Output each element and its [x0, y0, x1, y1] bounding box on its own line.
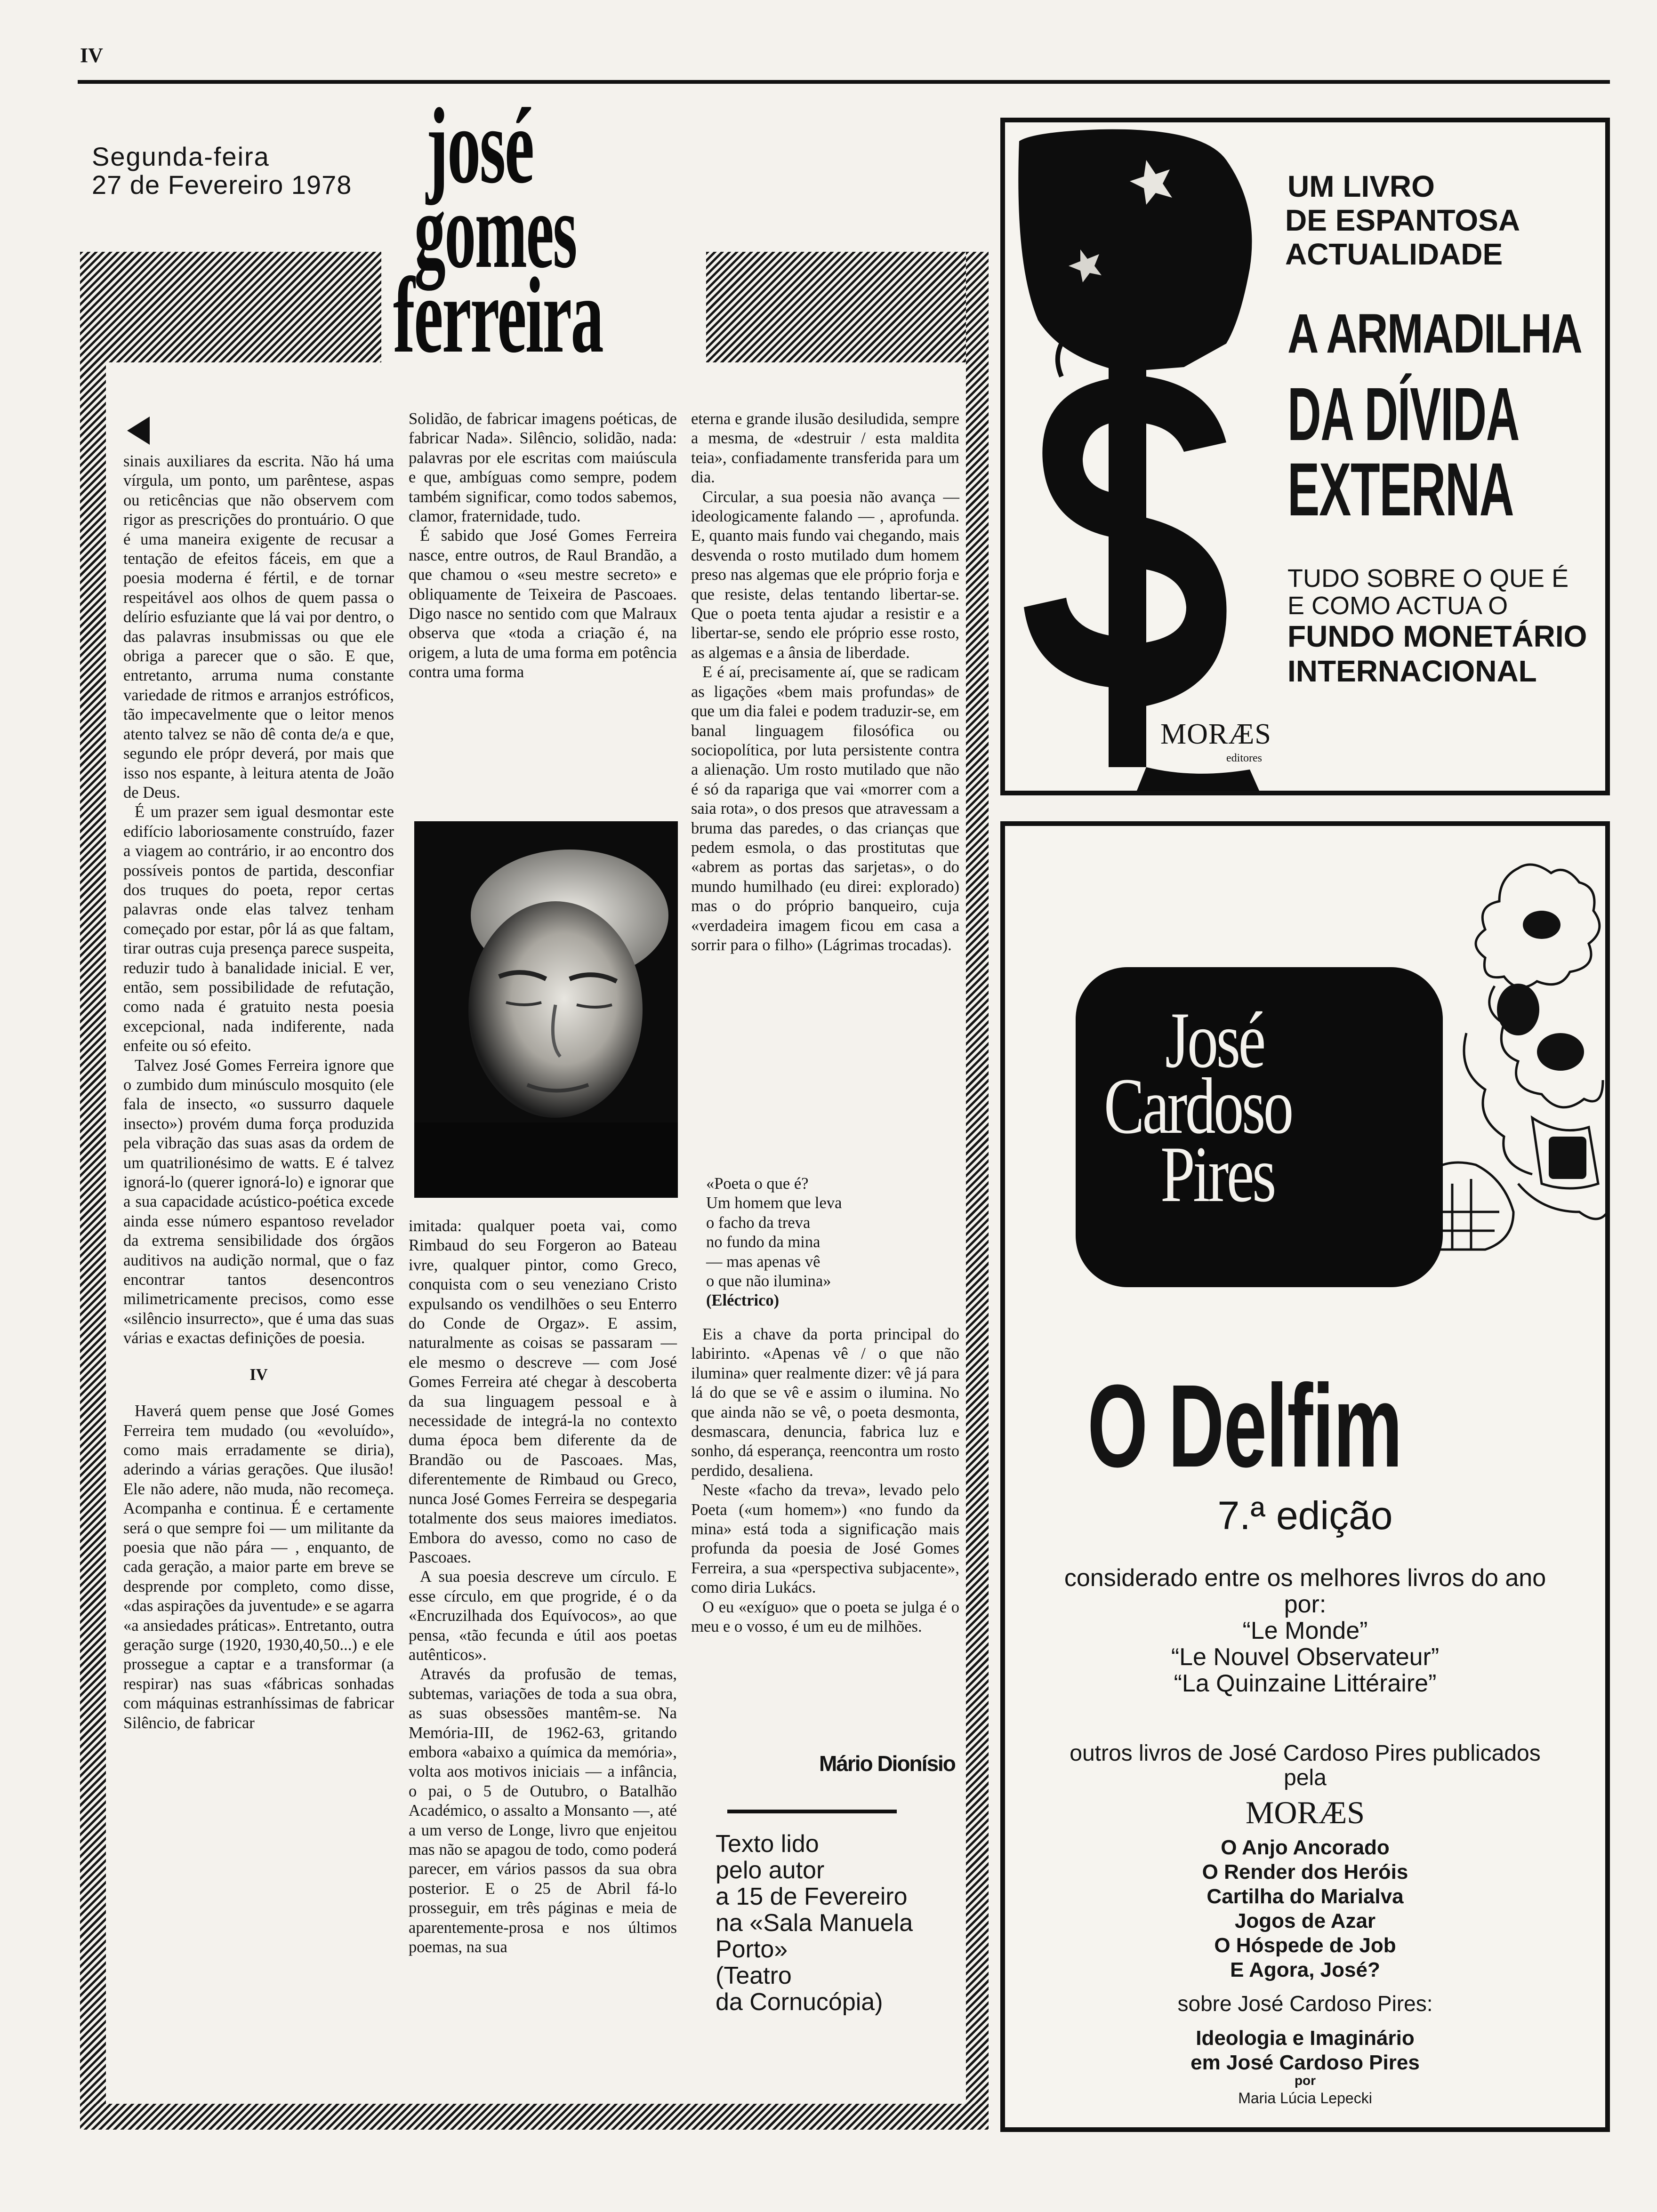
article-paragraph: imitada: qualquer poeta vai, como Rimbaud do seu Forgeron ao Bateau ivre, qualquer pintor, como Greco, conquista com o seu veneziano Cristo expulsando os vendilhões o seu Enterro do Conde de Orgaz». E assim, naturalmente as coisas se passaram — ele mesmo o descreve — com José Gomes Ferreira até chegar à descoberta da sua linguagem pessoal e à necessidade de integrá-la no contexto duma época bem diferente da de Brandão ou de Pascoaes. Mas, diferentemente de Rimbaud ou Greco, nunca José Gomes Ferreira se despegaria totalmente dos seus maiores imediatos. Embora do avesso, como no caso de Pascoaes.: [409, 1217, 677, 1566]
others-line: outros livros de José Cardoso Pires publicados: [1070, 1741, 1541, 1766]
poem-line: — mas apenas vê: [706, 1252, 820, 1271]
top-rule: [78, 80, 1610, 84]
poem-line: o que não ilumina»: [706, 1272, 831, 1290]
poem-line: «Poeta o que é?: [706, 1175, 809, 1193]
article-paragraph: Talvez José Gomes Ferreira ignore que o zumbido dum minúsculo mosquito (ele fala de insecto, «o sussurro daquele insecto») provém duma força produzida pela vibração das suas asas da ordem de um quatrilionésimo de watts. E é talvez ignorá-lo (querer ignorá-lo) e ignorar que a sua capacidade acústico-poética excede ainda esse número espantoso revelador da extrema sensibilidade dos órgãos auditivos na audição normal, que o faz encontrar tantos desencontros milimetricamente precisos, como esse «silêncio insurrecto», que é uma das suas várias e exactas definições de poesia.: [123, 1056, 394, 1347]
book-list-item: Cartilha do Marialva: [1207, 1885, 1404, 1908]
book-list-item: E Agora, José?: [1230, 1958, 1380, 1981]
reading-note-line: da Cornucópia): [716, 1988, 883, 2016]
article-column-2-bottom: [409, 1217, 677, 2101]
continuation-arrow-icon: [127, 417, 150, 445]
article-paragraph: O eu «exíguo» que o poeta se julga é o meu e o vosso, é um eu de milhões.: [691, 1598, 959, 1636]
article-paragraph: Neste «facho da treva», levado pelo Poeta («um homem») «no fundo da mina» está toda a significação mais profunda da poesia de José Gomes Ferreira, a sua «perspectiva subjacente», como diria Lukács.: [691, 1481, 959, 1597]
article-title-line-3: ferreira: [393, 255, 603, 375]
article-title-line-1: josé: [426, 86, 533, 206]
article-column-2-top: [409, 409, 677, 805]
ad-title-line-3: EXTERNA: [1287, 447, 1514, 531]
frame-top-left: [80, 252, 381, 362]
ad-fund-line: FUNDO MONETÁRIO: [1287, 619, 1587, 653]
reading-note-line: pelo autor: [716, 1857, 825, 1884]
article-column-3-bottom: [691, 1325, 959, 1725]
frame-bottom: [80, 2104, 989, 2130]
ad-kicker-line: UM LIVRO: [1287, 169, 1435, 203]
others-line: pela: [1284, 1765, 1327, 1790]
publisher-logo: MORÆS: [1245, 1795, 1365, 1830]
author-name-line-3: Pires: [1160, 1130, 1274, 1218]
article-paragraph: Solidão, de fabricar imagens poéticas, de fabricar Nada». Silêncio, solidão, nada: palavras por ele escritas com maiúscula e que, ambíguas como sempre, podem também significar, como todos sabemos, clamor, fraternidade, tudo.: [409, 410, 677, 526]
article-paragraph: É sabido que José Gomes Ferreira nasce, entre outros, de Raul Brandão, a que chamou o «seu mestre secreto» e obliquamente de Teixeira de Pascoaes. Digo nasce no sentido com que Malraux observa que «toda a criação é, na origem, a luta de uma forma em potência contra uma forma: [409, 527, 677, 681]
study-by: por: [1294, 2073, 1316, 2088]
advert-o-delfim[interactable]: [1000, 821, 1610, 2132]
book-list-item: Jogos de Azar: [1234, 1909, 1376, 1932]
article-title-line-2: gomes: [414, 170, 577, 290]
note-divider: [727, 1810, 897, 1813]
issue-date: 27 de Fevereiro 1978: [92, 170, 352, 200]
article-paragraph: Eis a chave da porta principal do labirinto. «Apenas vê / o que não ilumina» quer realmente dizer: vê já para lá do que se vê e assim o ilumina. No que ainda não se vê, o poeta desmonta, desmascara, denuncia, fabrica luz e sonho, dá esperança, reencontra um rosto perdido, desaliena.: [691, 1325, 959, 1480]
study-title-line: Ideologia e Imaginário: [1196, 2027, 1415, 2050]
press-name: “Le Monde”: [1242, 1617, 1368, 1644]
frame-right: [966, 252, 989, 2130]
publisher-logo: MORÆS: [1160, 718, 1271, 750]
ad-fund-line: INTERNACIONAL: [1287, 654, 1537, 688]
publisher-sub: editores: [1226, 752, 1262, 764]
book-list-item: O Anjo Ancorado: [1221, 1836, 1390, 1859]
ad-kicker-line: ACTUALIDADE: [1285, 237, 1503, 271]
book-title: O Delfim: [1087, 1360, 1402, 1491]
reading-note-line: Texto lido: [716, 1830, 819, 1858]
article-paragraph: Circular, a sua poesia não avança — ideologicamente falando — , aprofunda. E, quanto mais fundo vai chegando, mais desvenda o rosto mutilado dum homem preso nas algemas que ele próprio forja e que resiste, delas tentando libertar-se. Que o poeta tenta ajudar a resistir e a libertar-se, sendo ele próprio esse rosto, as algemas e a ânsia de liberdade.: [691, 488, 959, 662]
about-label: sobre José Cardoso Pires:: [1177, 1991, 1433, 2016]
ad-sub-line: TUDO SOBRE O QUE É: [1287, 564, 1569, 593]
advert-debt-trap[interactable]: [1000, 118, 1610, 795]
ad-kicker-line: DE ESPANTOSA: [1285, 203, 1520, 237]
article-column-1: [123, 452, 394, 1732]
reading-note-line: Porto»: [716, 1936, 788, 1963]
article-column-3-top: [691, 409, 959, 1162]
article-paragraph: E é aí, precisamente aí, que se radicam as ligações «bem mais profundas» de que um dia falei e podem traduzir-se, em banal linguagem filosófica ou sociopolítica, por luta persistente contra a alienação. Um rosto mutilado que não é só da rapariga que vai «morrer com a saia rota», o dos presos que atravessam a bruma das paredes, o das crianças que pedem esmola, o das prostitutas que «abrem as portas das sarjetas», o do mundo humilhado (eu direi: explorado) mas o do próprio banqueiro, cuja «verdadeira imagem ficou em casa a sorrir para o filho» (Lágrimas trocadas).: [691, 663, 959, 954]
reading-note-line: (Teatro: [716, 1962, 792, 1989]
reading-note-line: na «Sala Manuela: [716, 1909, 913, 1937]
ad-title-line-2: DA DÍVIDA: [1287, 372, 1520, 456]
praise-line: por:: [1284, 1591, 1327, 1618]
poem-line: o facho da treva: [706, 1213, 811, 1232]
article-paragraph: eterna e grande ilusão desiludida, sempre a mesma, de «destruir / esta maldita teia», confiadamente transferida para um dia.: [691, 410, 959, 487]
author-name-line-2: Cardoso: [1104, 1062, 1292, 1150]
article-paragraph: A sua poesia descreve um círculo. E esse círculo, em que progride, é o da «Encruzilhada dos Equívocos», ao que pensa, «tão fecunda e útil aos poetas autênticos».: [409, 1568, 677, 1664]
study-author: Maria Lúcia Lepecki: [1238, 2090, 1372, 2107]
poem-line: Um homem que leva: [706, 1194, 842, 1212]
article-paragraph: Haverá quem pense que José Gomes Ferreira tem mudado (ou «evoluído», como mais erradamente se diria), aderindo a várias gerações. Que ilusão! Ele não adere, não muda, não recomeça. Acompanha e continua. É e certamente será o que sempre foi — um militante da poesia que não pára — , enquanto, de cada geração, a maior parte em breve se desprende por completo, como disse, «das aspirações da juventude» e se agarra «a ansiedades práticas». Entretanto, outra geração surge (1920, 1930,40,50...) e ele prossegue a captar e a transformar (a respirar) nas suas «fábricas sonhadas com máquinas estranhíssimas de fabricar Silêncio, de fabricar: [123, 1402, 394, 1732]
portrait-illustration: [414, 821, 678, 1198]
portrait-photo: [414, 821, 678, 1198]
poem-source: (Eléctrico): [706, 1291, 780, 1310]
frame-top-right: [706, 252, 989, 362]
book-list-item: O Render dos Heróis: [1202, 1860, 1408, 1883]
ad-title-line-1: A ARMADILHA: [1287, 303, 1582, 365]
article-paragraph: Através da profusão de temas, subtemas, variações de toda a sua obra, as suas obsessões mantêm-se. Na Memória-III, de 1962-63, gritando embora «abaixo a química da memória», volta aos motivos iniciais — a infância, o pai, o 5 de Outubro, o Batalhão Académico, o assalto a Monsanto —, até a um verso de Longe, livro que enjeitou mas não se apagou de todo, como poderá parecer, em vários passos da sua obra posterior. E o 25 de Abril fá-lo prosseguir, em três páginas e meia de aparentemente-prosa e nos últimos poemas, na sua: [409, 1665, 677, 1956]
frame-left: [80, 252, 106, 2130]
article-author: Mário Dionísio: [819, 1751, 955, 1776]
reading-note-line: a 15 de Fevereiro: [716, 1883, 908, 1910]
page-number: IV: [80, 44, 103, 67]
praise-line: considerado entre os melhores livros do ano: [1064, 1564, 1546, 1592]
article-paragraph: sinais auxiliares da escrita. Não há uma vírgula, um ponto, um parêntese, aspas ou reticências que não observem com rigor as prescrições do prontuário. O que é uma maneira exigente de recusar a tentação de efeitos fáceis, em que a poesia moderna é fértil, e de tornar respeitável aos olhos de quem passa o delírio esfuziante que lá vai por dentro, o das palavras insubmissas ou que ele obriga a parecer que o são. E que, entretanto, arruma numa constante variedade de ritmos e arranjos estróficos, tão impecavelmente que o leitor menos atento talvez se não dê conta de/a e que, segundo ele própr deverá, por mais que isso nos espante, à leitura atenta de João de Deus.: [123, 452, 394, 801]
article-paragraph: É um prazer sem igual desmontar este edifício laboriosamente construído, fazer a viagem ao contrário, ir ao encontro dos possíveis pontos de partida, desconfiar dos truques do poeta, repor certas palavras onde elas talvez tenham começado por estar, pôr lá as que faltam, tirar outras cuja presença parece suspeita, reduzir tudo à banalidade inicial. E ver, então, sem possibilidade de refutação, como nada é gratuito nesta poesia excepcional, nada indiferente, nada enfeite ou só efeito.: [123, 803, 394, 1055]
poem-line: no fundo da mina: [706, 1233, 820, 1251]
poem-quote: [706, 1174, 951, 1315]
issue-day: Segunda-feira: [92, 142, 270, 171]
ad-sub-line: E COMO ACTUA O: [1287, 592, 1508, 620]
book-edition: 7.ª edição: [1217, 1493, 1393, 1538]
article-column-1-bottom: [123, 1619, 394, 2094]
author-name-line-1: José: [1165, 996, 1264, 1084]
reading-note: [716, 1831, 913, 2015]
press-name: “Le Nouvel Observateur”: [1171, 1643, 1440, 1671]
section-mark: IV: [249, 1365, 268, 1384]
author-name-panel: [1076, 967, 1443, 1287]
book-list-item: O Hóspede de Job: [1214, 1934, 1396, 1957]
press-name: “La Quinzaine Littéraire”: [1174, 1670, 1437, 1697]
study-title-line: em José Cardoso Pires: [1190, 2051, 1420, 2074]
